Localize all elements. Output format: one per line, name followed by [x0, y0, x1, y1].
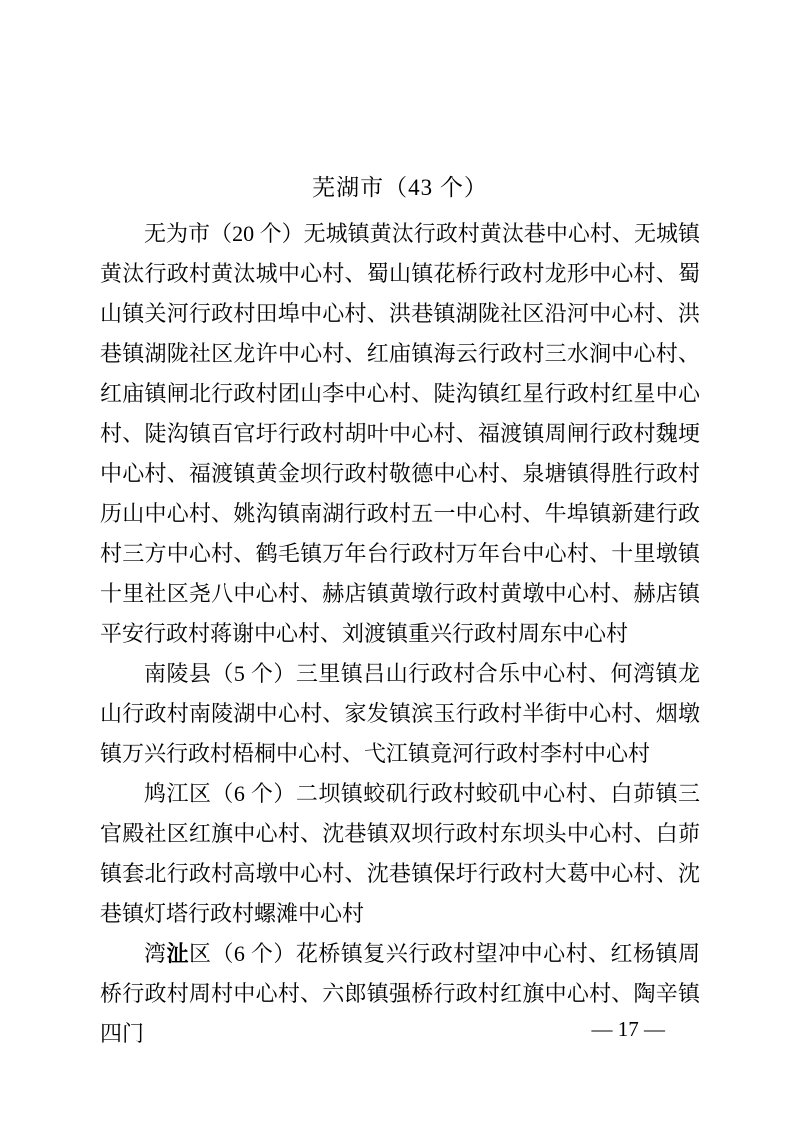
page-number: — 17 — — [591, 1017, 665, 1041]
text-segment: 湾 — [144, 941, 167, 966]
paragraph-jiujiang-district: 鸠江区（6 个）二坝镇蛟矶行政村蛟矶中心村、白茆镇三官殿社区红旗中心村、沈巷镇双坝行政村东坝头中心村、白茆镇套北行政村高墩中心村、沈巷镇保圩行政村大葛中心村、沈巷镇灯塔行政村螺滩中心村 — [100, 781, 700, 926]
page-title: 芜湖市（43 个） — [312, 175, 488, 200]
text-segment: 区（6 个）花桥镇复兴行政村望冲中心村、红杨镇周桥行政村周村中心村、六郎镇强桥行政村红旗中心村、陶辛镇四门 — [100, 941, 700, 1046]
paragraph-wuwei-city: 无为市（20 个）无城镇黄汰行政村黄汰巷中心村、无城镇黄汰行政村黄汰城中心村、蜀山镇花桥行政村龙形中心村、蜀山镇关河行政村田埠中心村、洪巷镇湖陇社区沿河中心村、洪巷镇湖陇社区龙许中心村、红庙镇海云行政村三水涧中心村、红庙镇闸北行政村团山李中心村、陡沟镇红星行政村红星中心村、陡沟镇百官圩行政村胡叶中心村、福渡镇周闸行政村魏埂中心村、福渡镇黄金坝行政村敬德中心村、泉塘镇得胜行政村历山中心村、姚沟镇南湖行政村五一中心村、牛埠镇新建行政村三方中心村、鹤毛镇万年台行政村万年台中心村、十里墩镇十里社区尧八中心村、赫店镇黄墩行政村黄墩中心村、赫店镇平安行政村蒋谢中心村、刘渡镇重兴行政村周东中心村 — [100, 221, 700, 646]
paragraph-nanling-county: 南陵县（5 个）三里镇吕山行政村合乐中心村、何湾镇龙山行政村南陵湖中心村、家发镇滨玉行政村半街中心村、烟墩镇万兴行政村梧桐中心村、弋江镇竟河行政村李村中心村 — [100, 661, 700, 766]
text-segment-bold-zhi: 沚 — [166, 941, 189, 966]
